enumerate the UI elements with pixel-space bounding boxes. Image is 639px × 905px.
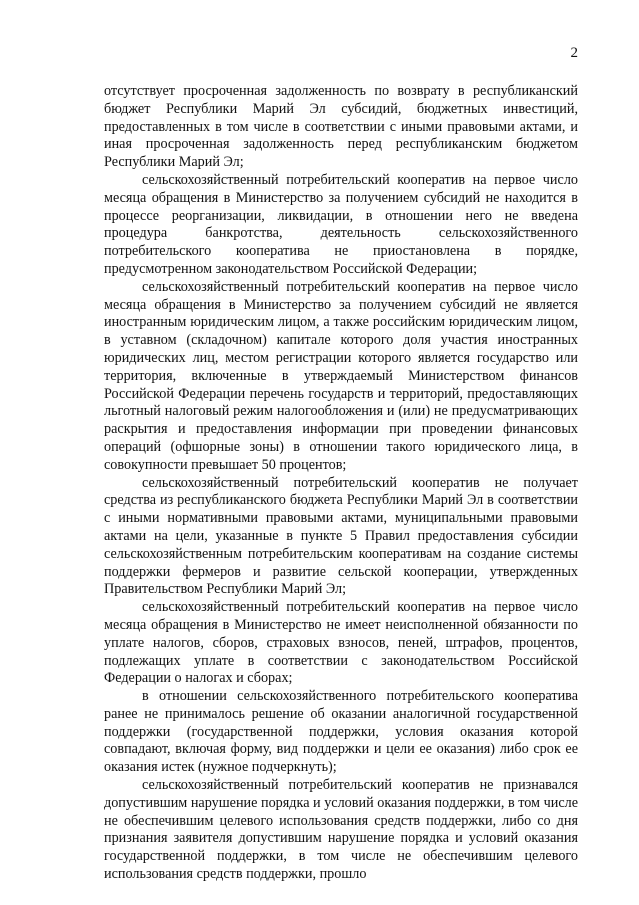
page-number: 2 bbox=[570, 45, 578, 61]
paragraph-no-other-funds: сельскохозяйственный потребительский кооператив не получает средства из республиканского бюджета Республики Марий Эл в соответствии с иными нормативными правовыми актами, муниципальными правовыми актами на цели, указанные в пункте 5 Правил предоставления субсидии сельскохозяйственным потребительским кооперативам на создание системы поддержки фермеров и развитие сельской кооперации, утвержденных Правительством Республики Марий Эл; bbox=[104, 474, 578, 598]
paragraph-no-reorganization: сельскохозяйственный потребительский кооператив на первое число месяца обращения в Министерство за получением субсидий не находится в процессе реорганизации, ликвидации, в отношении него не введена процедура банкротства, деятельность сельскохозяйственного потребительского кооператива не приостановлена в порядке, предусмотренном законодательством Российской Федерации; bbox=[104, 171, 578, 277]
paragraph-overdue-debt: отсутствует просроченная задолженность по возврату в республиканский бюджет Республики Марий Эл субсидий, бюджетных инвестиций, предоставленных в том числе в соответствии с иными правовыми актами, и иная просроченная задолженность перед республиканским бюджетом Республики Марий Эл; bbox=[104, 83, 578, 171]
document-body bbox=[104, 83, 578, 884]
paragraph-no-tax-arrears: сельскохозяйственный потребительский кооператив на первое число месяца обращения в Министерство не имеет неисполненной обязанности по уплате налогов, сборов, страховых взносов, пеней, штрафов, процентов, подлежащих уплате в соответствии с законодательством Российской Федерации о налогах и сборах; bbox=[104, 599, 578, 687]
paragraph-no-duplicate-support: в отношении сельскохозяйственного потребительского кооператива ранее не принималось решение об оказании аналогичной государственной поддержки (государственной поддержки, условия оказания которой совпадают, включая форму, вид поддержки и цели ее оказания) либо срок ее оказания истек (нужное подчеркнуть); bbox=[104, 688, 578, 776]
paragraph-no-violations: сельскохозяйственный потребительский кооператив не признавался допустившим нарушение порядка и условий оказания поддержки, в том числе не обеспечившим целевого использования средств поддержки, либо со дня признания заявителя допустившим нарушение порядка и условий оказания государственной поддержки, в том числе не обеспечившим целевого использования средств поддержки, прошло bbox=[104, 777, 578, 883]
paragraph-not-foreign-entity: сельскохозяйственный потребительский кооператив на первое число месяца обращения в Министерство за получением субсидий не является иностранным юридическим лицом, а также российским юридическим лицом, в уставном (складочном) капитале которого доля участия иностранных юридических лиц, местом регистрации которого является государство или территория, включенные в утверждаемый Министерством финансов Российской Федерации перечень государств и территорий, предоставляющих льготный налоговый режим налогообложения и (или) не предусматривающих раскрытия и предоставления информации при проведении финансовых операций (офшорные зоны) в отношении такого юридического лица, в совокупности превышает 50 процентов; bbox=[104, 278, 578, 473]
